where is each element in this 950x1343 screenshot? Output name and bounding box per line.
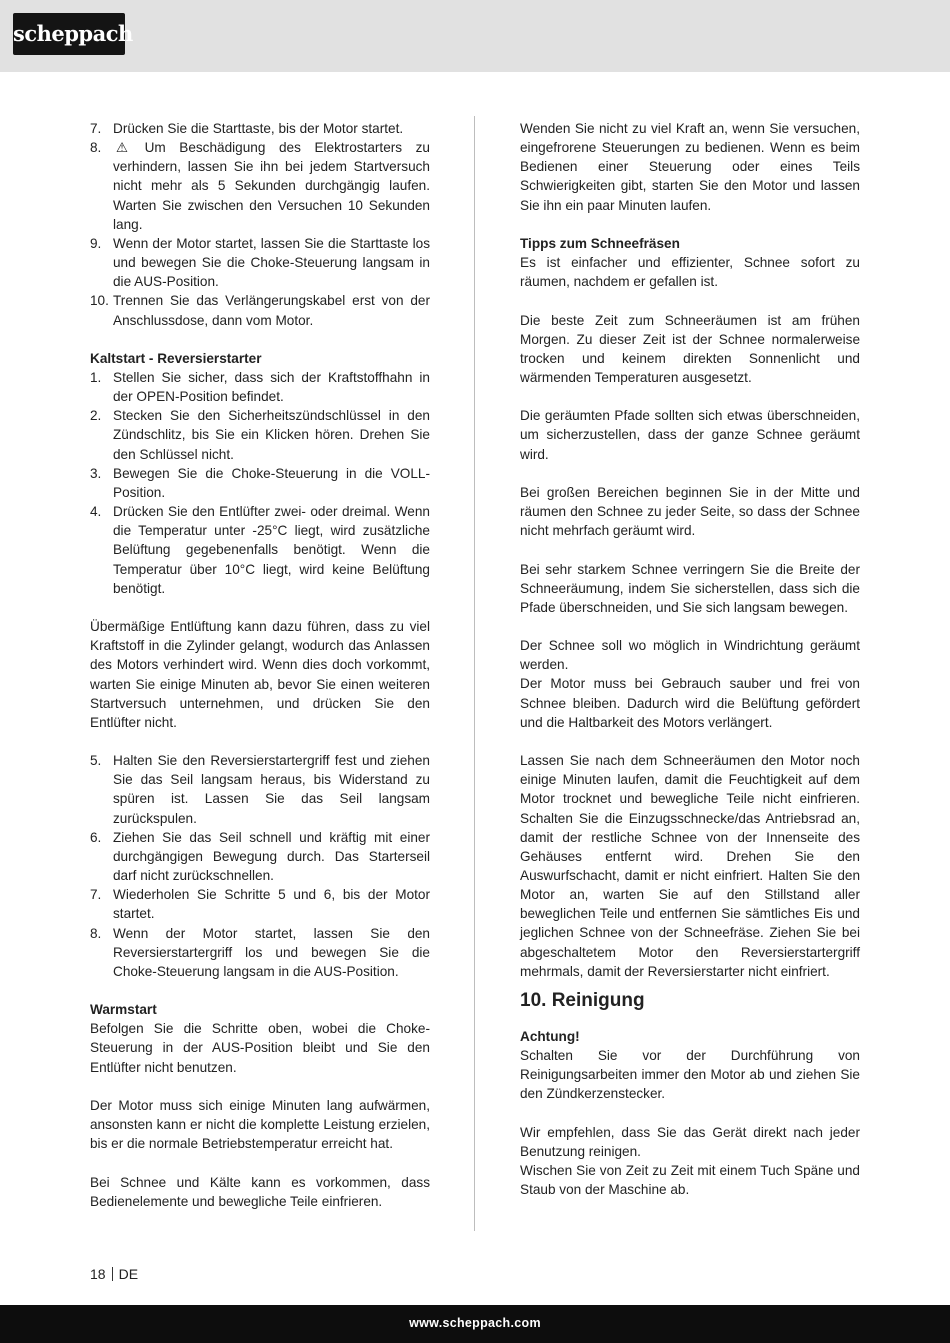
tipps-paragraph: Der Schnee soll wo möglich in Windrichtung geräumt werden. <box>520 638 860 673</box>
entlueftung-paragraph: Übermäßige Entlüftung kann dazu führen, dass zu viel Kraftstoff in die Zylinder gelangt, wodurch das Anlassen des Motors verhindert wird. Wenn dies doch vorkommt, warten Sie einige Minuten ab, bevor Sie einen weiteren Startversuch unternehmen, und drücken Sie den Entlüfter nicht. <box>90 619 430 730</box>
start-steps-list <box>90 119 430 330</box>
tipps-paragraph: Die beste Zeit zum Schneeräumen ist am frühen Morgen. Zu dieser Zeit ist der Schnee normalerweise trocken und keinem direkten Sonnenlicht und wärmenden Temperaturen ausgesetzt. <box>520 312 860 385</box>
tipps-heading: Tipps zum Schneefräsen <box>520 235 680 251</box>
list-item: 8. ⚠ Um Beschädigung des Elektrostarters zu verhindern, lassen Sie ihn bei jedem Startversuch nicht mehr als 5 Sekunden durchgängig laufen. Warten Sie zwischen den Versuchen 10 Sekunden lang. <box>90 140 430 232</box>
list-item: 1. Stellen Sie sicher, dass sich der Kraftstoffhahn in der OPEN-Position befindet. <box>90 370 430 405</box>
tipps-paragraph: Lassen Sie nach dem Schneeräumen den Motor noch einige Minuten laufen, damit die Feuchtigkeit auf dem Motor trocknet und bewegliche Teile nicht einfrieren. Schalten Sie die Einzugsschnecke/das Antriebsrad an, damit der restliche Schnee von der Innenseite des Gehäuses entfernt wird. Drehen Sie den Auswurfschacht, damit er nicht einfriert. Halten Sie den Motor an, warten Sie auf den Stillstand aller beweglichen Teile und entfernen Sie sämtliches Eis und jeglichen Schnee von der Schneefräse. Ziehen Sie bei abgeschaltetem Motor den Reversierstartergriff mehrmals, damit der Reversierstarter nicht einfriert. <box>520 753 860 979</box>
footer-separator <box>112 1267 113 1281</box>
list-item: 7. Wiederholen Sie Schritte 5 und 6, bis der Motor startet. <box>90 887 430 922</box>
kaltstart-list <box>90 368 430 598</box>
tipps-paragraph: Die geräumten Pfade sollten sich etwas überschneiden, um sicherzustellen, dass der ganze Schnee geräumt wird. <box>520 408 860 462</box>
achtung-paragraph: Schalten Sie vor der Durchführung von Reinigungsarbeiten immer den Motor ab und ziehen Sie den Zündkerzenstecker. <box>520 1048 860 1102</box>
column-divider <box>474 116 475 1231</box>
cleaning-paragraph: Wischen Sie von Zeit zu Zeit mit einem Tuch Späne und Staub von der Maschine ab. <box>520 1163 860 1198</box>
achtung-heading: Achtung! <box>520 1028 580 1044</box>
warmup-paragraph: Der Motor muss sich einige Minuten lang aufwärmen, ansonsten kann er nicht die komplette Leistung erzielen, bis er die normale Betriebstemperatur erreicht hat. <box>90 1097 430 1152</box>
cleaning-paragraph: Wir empfehlen, dass Sie das Gerät direkt nach jeder Benutzung reinigen. <box>520 1124 860 1159</box>
brand-logo: scheppach <box>13 13 125 55</box>
tipps-paragraph: Es ist einfacher und effizienter, Schnee sofort zu räumen, nachdem er gefallen ist. <box>520 255 860 290</box>
section-title: 10. Reinigung <box>520 989 645 1011</box>
tipps-paragraph: Der Motor muss bei Gebrauch sauber und frei von Schnee bleiben. Dadurch wird die Belüftung gefördert und die Haltbarkeit des Motors verlängert. <box>520 676 860 730</box>
list-item: 9. Wenn der Motor startet, lassen Sie die Starttaste los und bewegen Sie die Choke-Steuerung langsam in die AUS-Position. <box>90 235 430 290</box>
warning-icon: ⚠ <box>115 140 129 156</box>
list-item: 3. Bewegen Sie die Choke-Steuerung in die VOLL-Position. <box>90 465 430 500</box>
kaelte-paragraph: Bei Schnee und Kälte kann es vorkommen, dass Bedienelemente und bewegliche Teile einfrieren. <box>90 1174 430 1209</box>
website-url[interactable]: www.scheppach.com <box>409 1316 541 1330</box>
list-item: 8. Wenn der Motor startet, lassen Sie den Reversierstartergriff los und bewegen Sie die Choke-Steuerung langsam in die AUS-Position. <box>90 925 430 979</box>
list-item: 5. Halten Sie den Reversierstartergriff fest und ziehen Sie das Seil langsam heraus, bis Widerstand zu spüren ist. Lassen Sie das Seil langsam zurückspulen. <box>90 753 430 826</box>
list-item: 6. Ziehen Sie das Seil schnell und kräftig mit einer durchgängigen Bewegung durch. Das Starterseil darf nicht zurückschnellen. <box>90 829 430 884</box>
list-item: 10. Trennen Sie das Verlängerungskabel erst von der Anschlussdose, dann vom Motor. <box>90 293 430 328</box>
tipps-paragraph: Bei großen Bereichen beginnen Sie in der Mitte und räumen den Schnee zu jeder Seite, so dass der Schnee nicht mehrfach geräumt wird. <box>520 484 860 539</box>
kraft-paragraph: Wenden Sie nicht zu viel Kraft an, wenn Sie versuchen, eingefrorene Steuerungen zu bedienen. Wenn es beim Bedienen einer Steuerung oder eines Teils Schwierigkeiten gibt, starten Sie den Motor und lassen Sie ihn ein paar Minuten laufen. <box>520 121 860 213</box>
right-column <box>520 119 860 1199</box>
page-footer <box>90 1265 138 1283</box>
list-item: 4. Drücken Sie den Entlüfter zwei- oder dreimal. Wenn die Temperatur unter -25°C liegt, wird zusätzliche Belüftung gegebenenfalls benötigt. Wenn die Temperatur über 10°C liegt, wird keine Belüftung benötigt. <box>90 504 430 596</box>
reversier-list <box>90 751 430 981</box>
page-number: 18 <box>90 1266 106 1282</box>
list-item: 2. Stecken Sie den Sicherheitszündschlüssel in den Zündschlitz, bis Sie ein Klicken hören. Drehen Sie den Schlüssel nicht. <box>90 408 430 462</box>
header-bar <box>0 0 950 72</box>
tipps-paragraph: Bei sehr starkem Schnee verringern Sie die Breite der Schneeräumung, indem Sie sicherstellen, dass sich die Pfade überschneiden, und Sie sich langsam bewegen. <box>520 561 860 615</box>
left-column <box>90 119 430 1211</box>
bottom-bar <box>0 1305 950 1343</box>
list-item: 7. Drücken Sie die Starttaste, bis der Motor startet. <box>90 121 404 136</box>
language-code: DE <box>118 1266 139 1282</box>
kaltstart-heading: Kaltstart - Reversierstarter <box>90 350 262 366</box>
warmstart-heading: Warmstart <box>90 1002 157 1018</box>
warmstart-paragraph: Befolgen Sie die Schritte oben, wobei die Choke-Steuerung in der AUS-Position bleibt und Sie den Entlüfter nicht benutzen. <box>90 1021 430 1075</box>
